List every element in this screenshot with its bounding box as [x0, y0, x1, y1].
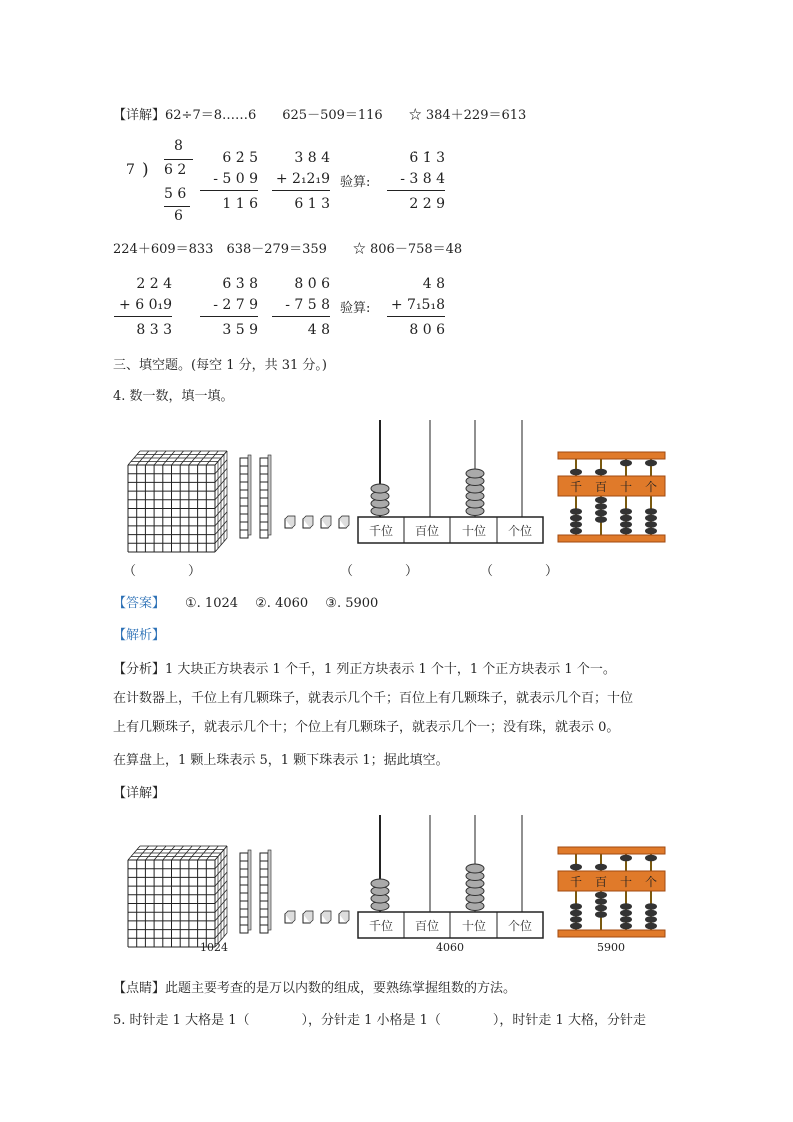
counter-label: 个位	[507, 524, 533, 538]
counter-label: 百位	[414, 919, 440, 933]
abacus-lower-bead	[595, 905, 607, 912]
abacus-upper-bead	[645, 855, 657, 862]
abacus-upper-bead	[570, 864, 582, 871]
abacus-top-bar	[558, 847, 665, 854]
ten-rod	[260, 850, 271, 933]
abacus-lower-bead	[620, 923, 632, 930]
abacus-label: 百	[594, 875, 608, 889]
product: 5 6	[164, 186, 187, 202]
abacus-lower-bead	[645, 916, 657, 923]
abacus-label: 百	[594, 480, 608, 494]
calc-row: 6̇ 3̇ 8	[222, 276, 258, 292]
abacus-lower-bead	[645, 923, 657, 930]
analysis-line: 在计数器上，千位上有几颗珠子，就表示几个千；百位上有几颗珠子，就表示几个百；十位	[113, 691, 634, 706]
counter-label: 个位	[507, 919, 533, 933]
calc-row: 6 2̇ 5	[222, 150, 258, 166]
figure-answer-1: 1024	[200, 941, 228, 954]
calc-row: - 7 5 8	[285, 297, 330, 313]
figure-answer-3: 5900	[597, 941, 625, 954]
question-4-title: 4. 数一数，填一填。	[113, 389, 234, 404]
rod-side	[248, 850, 251, 930]
calc-result: 8 3 3	[136, 322, 172, 338]
abacus-lower-bead	[620, 910, 632, 917]
detail-equations-2: 224＋609＝833 638－279＝359 ☆ 806－758＝48	[113, 242, 463, 257]
abacus-lower-bead	[570, 923, 582, 930]
calc-row: 4 8	[422, 276, 445, 292]
calc-row: - 3 8 4	[400, 171, 445, 187]
counter-label: 十位	[461, 919, 487, 933]
calc-row: + 6 0₁9	[119, 297, 172, 313]
abacus-lower-bead	[595, 892, 607, 899]
blank-3[interactable]: （ ）	[480, 564, 559, 579]
calc-row: 3 8 4	[294, 150, 330, 166]
abacus-lower-bead	[645, 903, 657, 910]
counter-bead	[466, 864, 484, 873]
abacus-label: 十	[619, 875, 633, 889]
abacus-lower-bead	[570, 910, 582, 917]
abacus-lower-bead	[595, 898, 607, 905]
quotient: 8	[174, 138, 183, 154]
counter-label: 千位	[368, 919, 394, 933]
abacus-bottom-bar	[558, 930, 665, 937]
analysis-line: 在算盘上，1 颗上珠表示 5，1 颗下珠表示 1；据此填空。	[113, 753, 449, 768]
section-heading: 三、填空题。(每空 1 分，共 31 分。)	[113, 358, 327, 373]
calc-row: - 5 0 9	[213, 171, 258, 187]
abacus-lower-bead	[620, 916, 632, 923]
equations-text: 62÷7＝8……6 625－509＝116 ☆ 384＋229＝613	[165, 108, 527, 123]
comment: 【点睛】此题主要考查的是万以内数的组成，要熟练掌握组数的方法。	[113, 981, 517, 996]
answer-line	[113, 592, 378, 611]
blank-2[interactable]: （ ）	[340, 564, 419, 579]
analysis-line: 上有几颗珠子，就表示几个十；个位上有几颗珠子，就表示几个一；没有珠，就表示 0。	[113, 720, 620, 735]
abacus-upper-bead	[620, 855, 632, 862]
detail-label-2: 【详解】	[113, 786, 166, 801]
calc-row: 2 2 4	[136, 276, 172, 292]
abacus-lower-bead	[595, 911, 607, 918]
calc-row: 6̇ 1̇ 3	[409, 150, 445, 166]
counter-label: 千位	[368, 524, 394, 538]
remainder: 6	[174, 208, 183, 224]
abacus-lower-bead	[620, 903, 632, 910]
abacus-label: 千	[569, 875, 583, 889]
figure-group	[128, 815, 665, 947]
abacus-lower-bead	[570, 903, 582, 910]
analysis-label: 【解析】	[113, 628, 166, 643]
analysis-line: 【分析】1 大块正方块表示 1 个千，1 列正方块表示 1 个十，1 个正方块表示 1 个一。	[113, 662, 616, 677]
abacus-label: 十	[619, 480, 633, 494]
calc-row: - 2 7 9	[213, 297, 258, 313]
figure-answer-2: 4060	[436, 941, 464, 954]
divisor: 7	[126, 162, 135, 178]
abacus-label: 个	[644, 480, 658, 494]
ten-rod	[240, 850, 251, 933]
calc-result: 2 2 9	[409, 196, 445, 212]
question-5: 5. 时针走 1 大格是 1（ ），分针走 1 小格是 1（ ），时针走 1 大格，分针走	[113, 1013, 646, 1028]
abacus-label: 个	[644, 875, 658, 889]
check-label: 验算:	[340, 175, 371, 190]
abacus-label: 千	[569, 480, 583, 494]
counter-label: 十位	[461, 524, 487, 538]
thousand-cube	[128, 846, 227, 947]
dividend: 6 2	[164, 162, 187, 178]
answers: ①. 1024 ②. 4060 ③. 5900	[185, 596, 379, 611]
counter-bead	[371, 879, 389, 888]
detail-label: 【详解】	[113, 108, 166, 123]
answer-label: 【答案】	[113, 596, 166, 611]
long-division: 8 7 ) 6 2 5 6 6	[120, 138, 200, 233]
abacus-lower-bead	[570, 916, 582, 923]
calc-result: 4 8	[307, 322, 330, 338]
calc-row: 8̇ 0̇ 6	[294, 276, 330, 292]
calc-row: + 2₁2₁9	[275, 171, 330, 187]
counter-label: 百位	[414, 524, 440, 538]
calc-result: 3 5 9	[222, 322, 258, 338]
blank-1[interactable]: （ ）	[123, 564, 202, 579]
calc-result: 1 1 6	[222, 196, 258, 212]
calc-row: + 7₁5₁8	[390, 297, 445, 313]
check-label-2: 验算:	[340, 301, 371, 316]
calc-result: 8 0 6	[409, 322, 445, 338]
rod-side	[268, 850, 271, 930]
abacus-lower-bead	[645, 910, 657, 917]
abacus-upper-bead	[595, 864, 607, 871]
calc-result: 6 1 3	[294, 196, 330, 212]
